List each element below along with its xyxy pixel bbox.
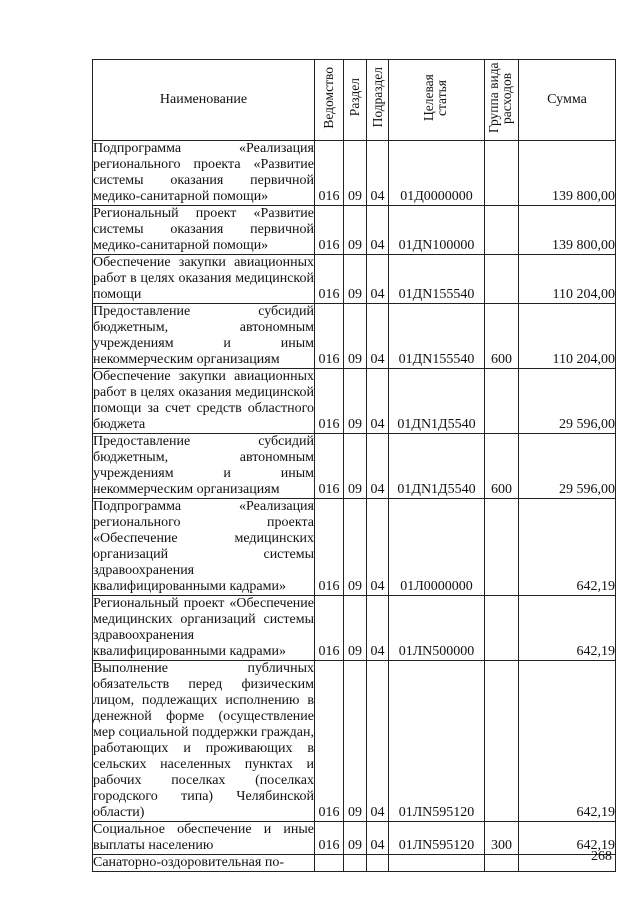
row-summa: 139 800,00 [519,141,616,206]
table-row [93,661,616,822]
row-gruppa: 600 [485,304,519,369]
table-row [93,822,616,855]
row-summa: 110 204,00 [519,255,616,304]
row-razdel: 09 [344,596,367,661]
row-razdel: 09 [344,822,367,855]
row-summa: 642,19 [519,499,616,596]
header-celevaya: Целевая статья [389,60,485,141]
row-vedomstvo: 016 [315,822,344,855]
row-summa: 29 596,00 [519,434,616,499]
row-name: Социальное обеспечение и иные выплаты населению [93,822,314,853]
row-name: Предоставление субсидий бюджетным, автономным учреждениям и иным некоммерческим организациям [93,304,314,367]
table-row [93,255,616,304]
row-summa: 642,19 [519,596,616,661]
row-name: Региональный проект «Развитие системы оказания первичной медико-санитарной помощи» [93,206,314,253]
row-name: Обеспечение закупки авиационных работ в целях оказания медицинской помощи за счет средств областного бюджета [93,369,314,432]
row-vedomstvo: 016 [315,596,344,661]
row-razdel: 09 [344,369,367,434]
row-vedomstvo: 016 [315,434,344,499]
row-razdel: 09 [344,499,367,596]
row-celevaya: 01ДN1Д5540 [389,434,485,499]
row-gruppa [485,255,519,304]
row-podrazdel: 04 [367,369,389,434]
row-razdel: 09 [344,434,367,499]
row-celevaya: 01ЛN595120 [389,822,485,855]
row-gruppa [485,855,519,872]
row-summa: 642,19 [519,661,616,822]
row-gruppa [485,661,519,822]
row-gruppa [485,596,519,661]
row-podrazdel [367,855,389,872]
row-podrazdel: 04 [367,596,389,661]
row-razdel: 09 [344,206,367,255]
row-name: Подпрограмма «Реализация регионального проекта «Обеспечение медицинских организаций системы здравоохранения квалифицированными кадрами» [93,499,314,594]
header-summa: Сумма [519,60,616,141]
table-row [93,596,616,661]
row-vedomstvo: 016 [315,141,344,206]
row-celevaya: 01ДN155540 [389,304,485,369]
table-row [93,855,616,872]
row-podrazdel: 04 [367,304,389,369]
row-gruppa: 600 [485,434,519,499]
row-name: Санаторно-оздоровительная по- [93,855,315,872]
row-vedomstvo: 016 [315,255,344,304]
row-name: Обеспечение закупки авиационных работ в целях оказания медицинской помощи [93,255,314,302]
table-row [93,304,616,369]
table-row [93,369,616,434]
row-celevaya: 01ДN155540 [389,255,485,304]
row-celevaya: 01ДN1Д5540 [389,369,485,434]
row-podrazdel: 04 [367,434,389,499]
row-celevaya: 01Л0000000 [389,499,485,596]
row-vedomstvo: 016 [315,369,344,434]
row-razdel: 09 [344,304,367,369]
page-number: 268 [591,849,612,864]
row-vedomstvo: 016 [315,206,344,255]
row-summa: 110 204,00 [519,304,616,369]
row-vedomstvo: 016 [315,661,344,822]
row-podrazdel: 04 [367,499,389,596]
row-vedomstvo: 016 [315,304,344,369]
row-gruppa [485,141,519,206]
header-vedomstvo: Ведомство [315,60,344,141]
row-celevaya: 01ЛN500000 [389,596,485,661]
row-summa: 642,19 [519,822,616,855]
row-name: Региональный проект «Обеспечение медицинских организаций системы здравоохранения квалифицированными кадрами» [93,596,314,659]
budget-table [92,59,616,872]
row-gruppa [485,206,519,255]
row-gruppa: 300 [485,822,519,855]
row-podrazdel: 04 [367,822,389,855]
row-razdel: 09 [344,141,367,206]
row-podrazdel: 04 [367,141,389,206]
table-row [93,141,616,206]
table-row [93,206,616,255]
row-razdel: 09 [344,255,367,304]
row-vedomstvo [315,855,344,872]
row-celevaya: 01ДN100000 [389,206,485,255]
header-podrazdel: Подраздел [367,60,389,141]
row-razdel [344,855,367,872]
row-summa: 139 800,00 [519,206,616,255]
table-row [93,499,616,596]
row-celevaya: 01Д0000000 [389,141,485,206]
row-celevaya [389,855,485,872]
row-razdel: 09 [344,661,367,822]
row-name: Выполнение публичных обязательств перед физическим лицом, подлежащих исполнению в денежной форме (осуществление мер социальной поддержки граждан, работающих и проживающих в сельских населенных пунктах и рабочих поселках (поселках городского типа) Челябинской области) [93,661,314,820]
row-gruppa [485,369,519,434]
row-podrazdel: 04 [367,255,389,304]
header-gruppa: Группа вида расходов [485,60,519,141]
row-podrazdel: 04 [367,206,389,255]
row-summa: 29 596,00 [519,369,616,434]
row-name: Предоставление субсидий бюджетным, автономным учреждениям и иным некоммерческим организациям [93,434,314,497]
row-podrazdel: 04 [367,661,389,822]
header-razdel: Раздел [344,60,367,141]
header-name: Наименование [93,60,315,141]
row-gruppa [485,499,519,596]
row-vedomstvo: 016 [315,499,344,596]
table-row [93,434,616,499]
row-name: Подпрограмма «Реализация регионального проекта «Развитие системы оказания первичной медико-санитарной помощи» [93,141,314,204]
table-header-row [93,60,616,141]
row-celevaya: 01ЛN595120 [389,661,485,822]
